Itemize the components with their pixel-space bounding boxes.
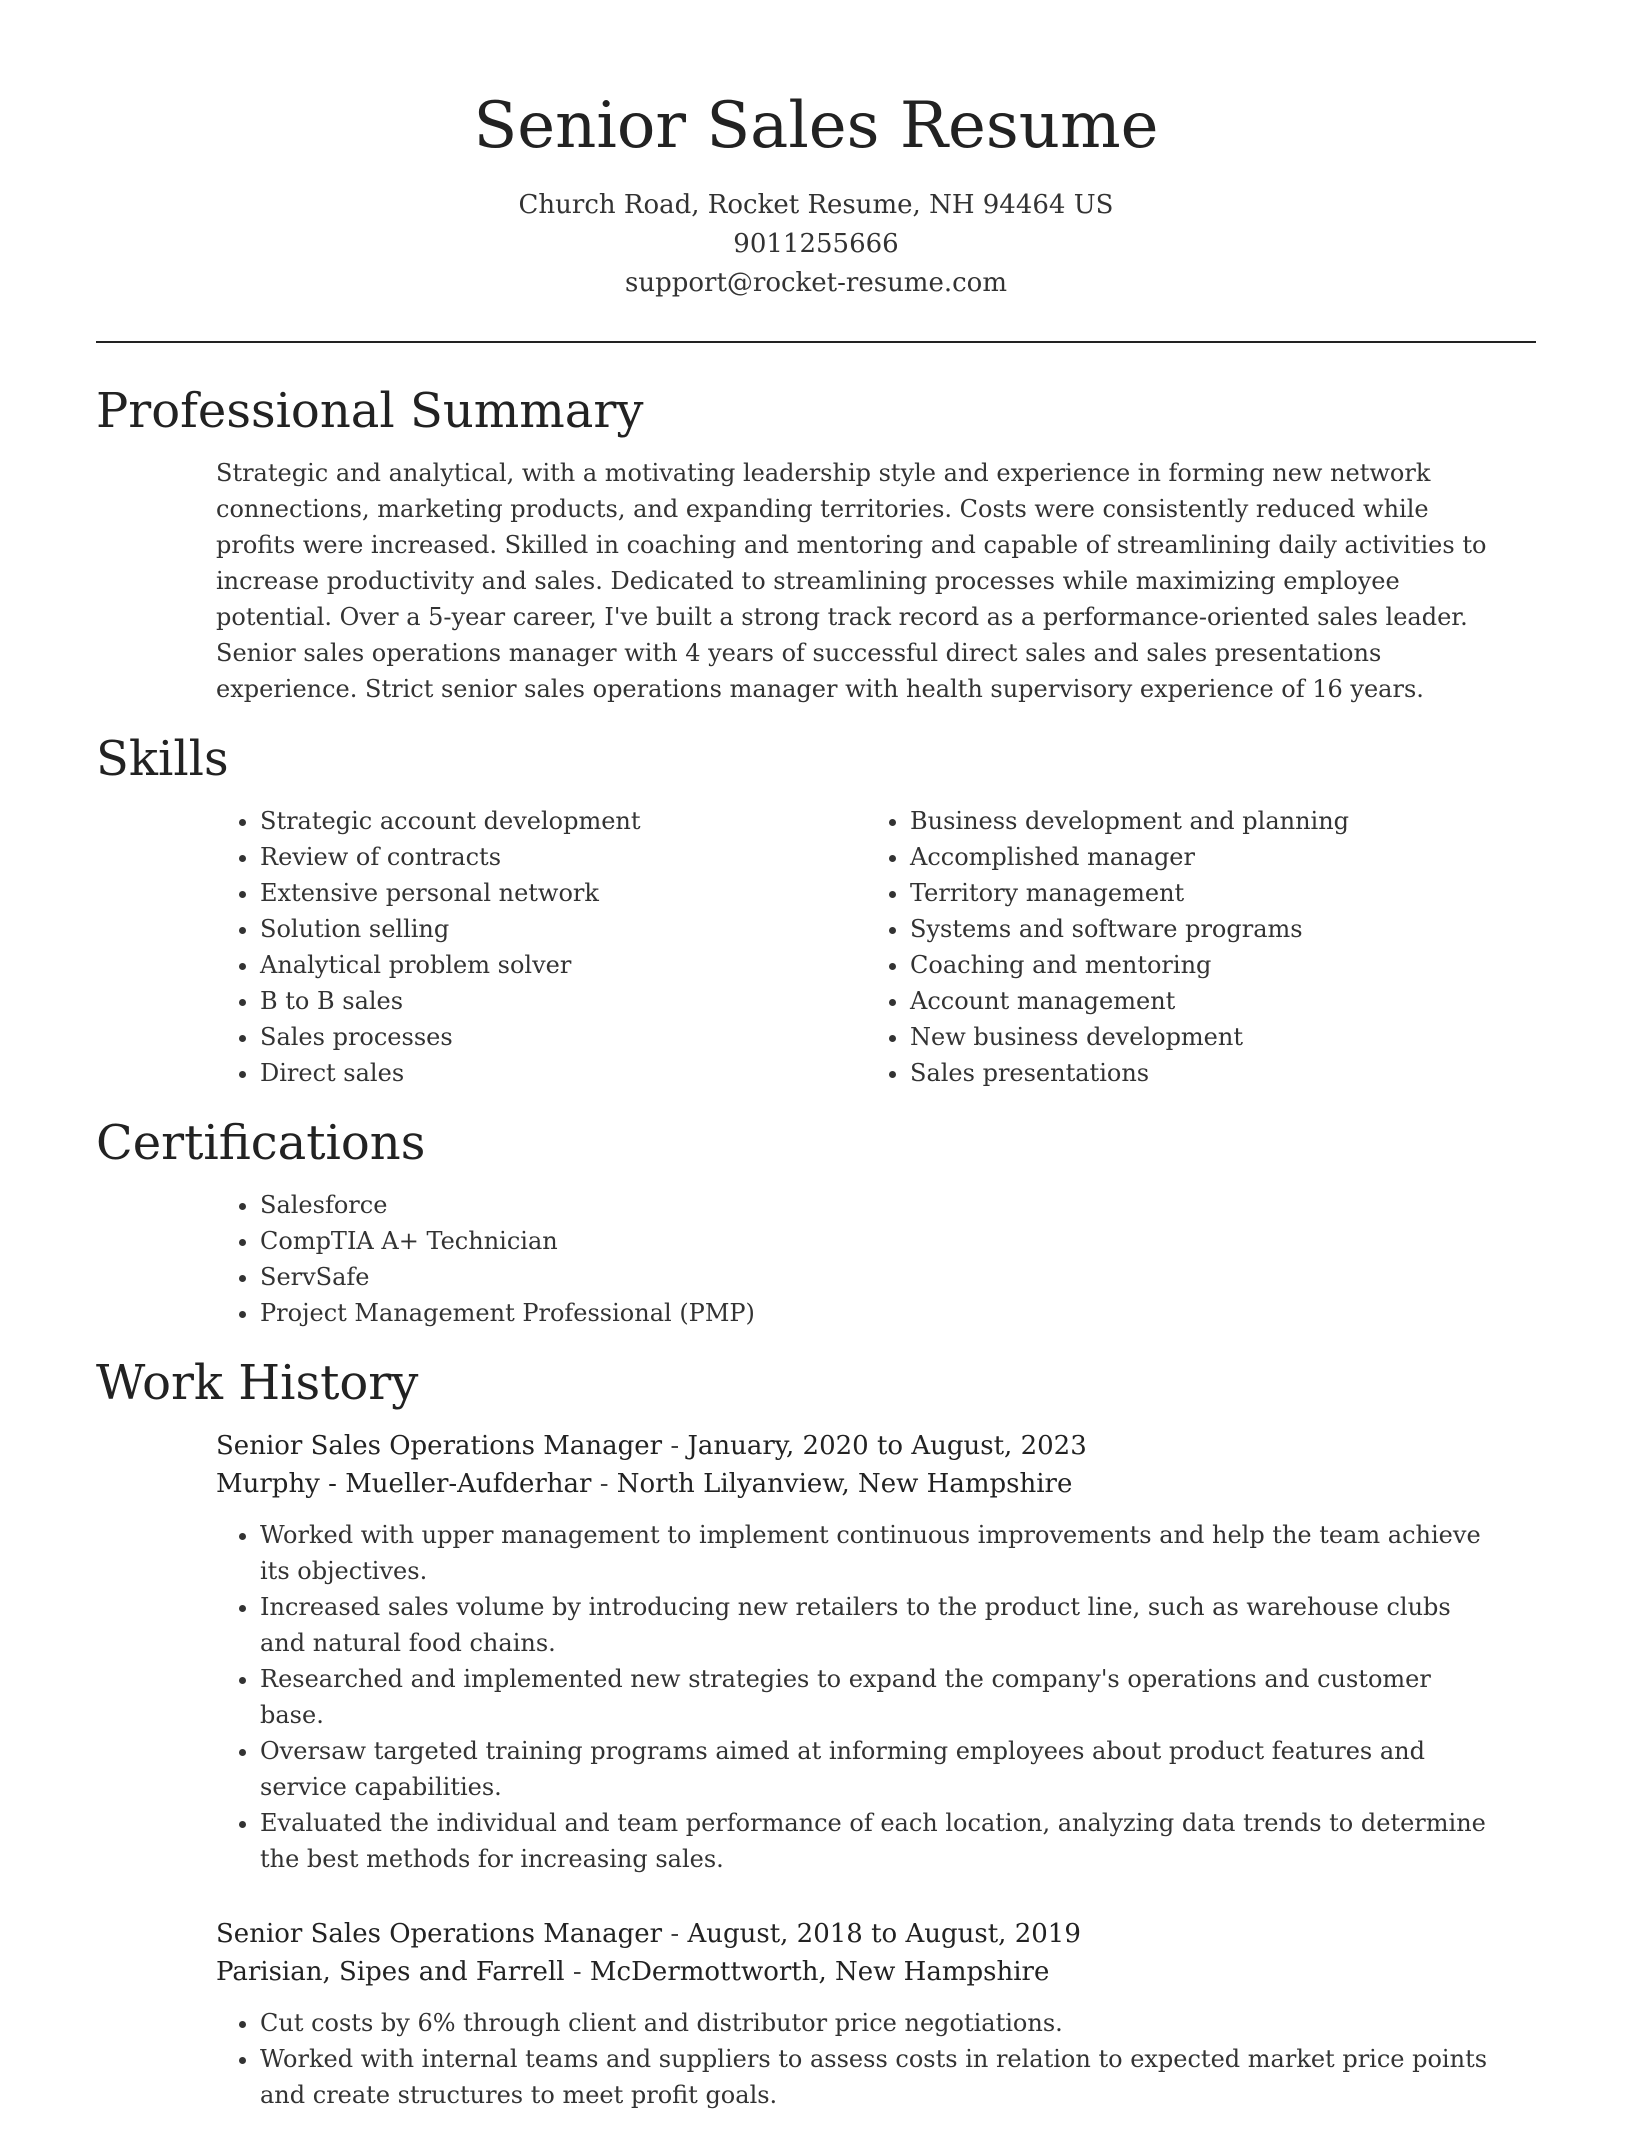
- certification-item: • Project Management Professional (PMP): [260, 1295, 1496, 1331]
- skill-item: • Coaching and mentoring: [910, 947, 1516, 983]
- separator: -: [564, 1957, 590, 1987]
- job-bullet: • Worked with internal teams and suppliers to assess costs in relation to expected market price points and create structures to meet profit goals.: [260, 2041, 1496, 2113]
- skill-item: • B to B sales: [260, 983, 866, 1019]
- summary-section: [96, 381, 1536, 707]
- resume-title: Senior Sales Resume: [473, 89, 1159, 163]
- skill-item: • Direct sales: [260, 1055, 866, 1091]
- skill-item: • Review of contracts: [260, 839, 866, 875]
- skill-item: • Account management: [910, 983, 1516, 1019]
- summary-text: Strategic and analytical, with a motivating leadership style and experience in forming new network connections, marketing products, and expanding territories. Costs were consistently reduced while profits were increased. Skilled in coaching and mentoring and capable of streamlining daily activities to increase productivity and sales. Dedicated to streamlining processes while maximizing employee potential. Over a 5-year career, I've built a strong track record as a performance-oriented sales leader. Senior sales operations manager with 4 years of successful direct sales and sales presentations experience. Strict senior sales operations manager with health supervisory experience of 16 years.: [216, 459, 1487, 703]
- skills-section: [96, 729, 1536, 1113]
- skill-item: • Sales presentations: [910, 1055, 1516, 1091]
- skill-item: • Analytical problem solver: [260, 947, 866, 983]
- job-bullet: • Evaluated the individual and team performance of each location, analyzing data trends to determine the best methods for increasing sales.: [260, 1805, 1496, 1877]
- phone: 9011255666: [733, 229, 899, 259]
- job-role: Senior Sales Operations Manager: [216, 1919, 663, 1949]
- job-bullet: • Cut costs by 6% through client and distributor price negotiations.: [260, 2005, 1496, 2041]
- skill-item: • Sales processes: [260, 1019, 866, 1055]
- skill-item: • Systems and software programs: [910, 911, 1516, 947]
- job-title-line: [216, 1915, 1496, 1953]
- certification-item: • ServSafe: [260, 1259, 1496, 1295]
- work-history-heading: Work History: [96, 1355, 419, 1411]
- summary-heading: Professional Summary: [96, 383, 644, 439]
- skill-item: • Extensive personal network: [260, 875, 866, 911]
- certification-item: • CompTIA A+ Technician: [260, 1223, 1496, 1259]
- header-divider: [96, 341, 1536, 343]
- job-dates: January, 2020 to August, 2023: [687, 1431, 1087, 1461]
- job-company: Murphy - Mueller-Aufderhar: [216, 1469, 592, 1499]
- address: Church Road, Rocket Resume, NH 94464 US: [518, 190, 1114, 220]
- resume-header: [96, 0, 1536, 303]
- skill-item: • Territory management: [910, 875, 1516, 911]
- certification-item: • Salesforce: [260, 1187, 1496, 1223]
- certifications-heading: Certifications: [96, 1115, 426, 1171]
- skill-item: • New business development: [910, 1019, 1516, 1055]
- skill-item: • Strategic account development: [260, 803, 866, 839]
- skill-item: • Solution selling: [260, 911, 866, 947]
- job-entry: [216, 1915, 1496, 2113]
- job-company: Parisian, Sipes and Farrell: [216, 1957, 565, 1987]
- email: support@rocket-resume.com: [624, 268, 1007, 298]
- job-bullet: • Increased sales volume by introducing new retailers to the product line, such as warehouse clubs and natural food chains.: [260, 1589, 1496, 1661]
- job-role: Senior Sales Operations Manager: [216, 1431, 663, 1461]
- skills-columns: [216, 803, 1536, 1091]
- work-history-section: [96, 1353, 1536, 2113]
- resume-page: [96, 0, 1536, 2151]
- job-bullet: • Worked with upper management to implement continuous improvements and help the team achieve its objectives.: [260, 1517, 1496, 1589]
- job-entry: [216, 1427, 1496, 1877]
- skill-item: • Business development and planning: [910, 803, 1516, 839]
- skills-column-right: [866, 803, 1516, 1091]
- job-bullet: • Researched and implemented new strategies to expand the company's operations and customer base.: [260, 1661, 1496, 1733]
- separator: -: [662, 1919, 688, 1949]
- job-bullet: • Oversaw targeted training programs aimed at informing employees about product features and service capabilities.: [260, 1733, 1496, 1805]
- skills-heading: Skills: [96, 731, 229, 787]
- job-title-line: [216, 1427, 1496, 1465]
- job-company-line: [216, 1465, 1496, 1503]
- job-location: North Lilyanview, New Hampshire: [616, 1469, 1073, 1499]
- skill-item: • Accomplished manager: [910, 839, 1516, 875]
- job-location: McDermottworth, New Hampshire: [589, 1957, 1050, 1987]
- separator: -: [591, 1469, 617, 1499]
- certifications-section: [96, 1113, 1536, 1353]
- job-company-line: [216, 1953, 1496, 1991]
- job-dates: August, 2018 to August, 2019: [687, 1919, 1081, 1949]
- skills-column-left: [216, 803, 866, 1091]
- separator: -: [662, 1431, 688, 1461]
